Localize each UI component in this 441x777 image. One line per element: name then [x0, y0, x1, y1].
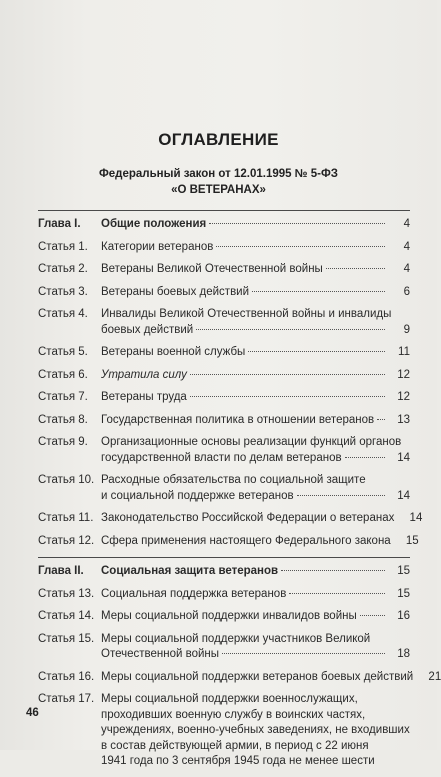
toc-page-number: 21 — [428, 670, 441, 683]
toc-entry-label: Статья 2. — [38, 263, 88, 275]
toc-entry-text: Отечественной войны — [101, 648, 220, 660]
toc-article-row[interactable] — [38, 262, 410, 278]
toc-chapter-row[interactable] — [38, 564, 410, 580]
toc-entry-text: Законодательство Российской Федерации о ветеранах — [101, 512, 395, 524]
toc-entry-label: Статья 12. — [38, 534, 95, 547]
toc-entry-label: Статья 15. — [38, 632, 95, 645]
toc-article-row[interactable] — [38, 368, 410, 384]
law-title: Федеральный закон от 12.01.1995 № 5-ФЗ — [98, 168, 339, 180]
toc-article-row[interactable] — [38, 511, 423, 527]
toc-entry-text: Социальная защита ветеранов — [101, 565, 279, 577]
toc-article-row[interactable] — [38, 240, 410, 256]
toc-entry-label: Статья 5. — [38, 346, 88, 358]
toc-page-number: 12 — [397, 391, 410, 403]
toc-page-number: 15 — [397, 587, 410, 600]
toc-entry-text: Категории ветеранов — [101, 240, 214, 253]
toc-entry-label: Статья 1. — [38, 240, 88, 253]
toc-article-row[interactable] — [38, 345, 410, 361]
dot-leader — [289, 593, 385, 594]
toc-entry-label: Статья 9. — [38, 436, 88, 448]
toc-entry-text: 1941 года по 3 сентября 1945 года не менее шести — [101, 755, 375, 767]
toc-entry-label: Статья 13. — [38, 587, 95, 600]
dot-leader — [360, 615, 385, 616]
dot-leader — [190, 396, 385, 397]
toc-page-number: 9 — [403, 323, 410, 336]
toc-entry-text: Расходные обязательства по социальной защите — [101, 474, 366, 486]
toc-entry-text: Ветераны Великой Отечественной войны — [101, 263, 323, 275]
toc-entry-text: Утратила силу — [101, 368, 187, 381]
toc-entry-label: Статья 6. — [38, 368, 88, 381]
toc-article-row[interactable] — [38, 390, 410, 406]
toc-entry-label: Статья 10. — [38, 474, 95, 486]
toc-entry-label: Статья 3. — [38, 285, 88, 298]
toc-entry-text: государственной власти по делам ветеранов — [101, 451, 342, 464]
toc-entry-text: Меры социальной поддержки инвалидов войны — [101, 610, 357, 622]
toc-article-row[interactable] — [38, 692, 410, 770]
chapter-rule — [38, 557, 410, 558]
dot-leader — [377, 419, 385, 420]
toc-article-row[interactable] — [38, 534, 419, 550]
toc-entry-label: Глава II. — [38, 565, 84, 577]
toc-article-row[interactable] — [38, 413, 410, 429]
toc-entry-label: Глава I. — [38, 218, 81, 230]
dot-leader — [216, 246, 385, 247]
toc-entry-label: Статья 17. — [38, 693, 95, 705]
toc-entry-text: Меры социальной поддержки ветеранов боевых действий — [101, 670, 414, 683]
toc-article-row[interactable] — [38, 632, 410, 663]
toc-entry-text: Социальная поддержка ветеранов — [101, 587, 287, 600]
toc-article-row[interactable] — [38, 307, 410, 338]
toc-entry-text: проходивших военную службу в воинских частях, — [101, 708, 366, 721]
toc-entry-text: Государственная политика в отношении ветеранов — [101, 413, 375, 426]
toc-entry-text: Сфера применения настоящего Федерального закона — [101, 534, 391, 547]
toc-page-number: 18 — [397, 648, 410, 660]
toc-page-number: 16 — [397, 610, 410, 622]
toc-entry-text: учреждениях, военно-учебных заведениях, не входивших — [101, 724, 410, 736]
dot-leader — [326, 268, 385, 269]
toc-article-row[interactable] — [38, 473, 410, 504]
toc-page-number: 11 — [398, 346, 410, 358]
toc-entry-label: Статья 4. — [38, 308, 88, 320]
dot-leader — [222, 653, 385, 654]
toc-entry-text: боевых действий — [101, 323, 194, 336]
toc-entry-text: Ветераны военной службы — [101, 346, 246, 358]
dot-leader — [190, 374, 385, 375]
page-number: 46 — [26, 707, 39, 719]
toc-page-number: 6 — [403, 285, 410, 298]
toc-entry-label: Статья 8. — [38, 413, 88, 426]
dot-leader — [281, 570, 385, 571]
toc-article-row[interactable] — [38, 587, 410, 603]
dot-leader — [248, 351, 385, 352]
toc-entry-label: Статья 7. — [38, 391, 88, 403]
toc-entry-text: в состав действующей армии, в период с 22 июня — [101, 739, 369, 752]
toc-article-row[interactable] — [38, 285, 410, 301]
toc-page-number: 14 — [397, 489, 410, 502]
toc-entry-text: Общие положения — [101, 218, 207, 230]
table-of-contents — [38, 210, 441, 777]
dot-leader — [196, 329, 385, 330]
toc-entry-label: Статья 14. — [38, 610, 95, 622]
law-name: «О ВЕТЕРАНАХ» — [171, 184, 266, 196]
page-title: ОГЛАВЛЕНИЕ — [158, 130, 279, 149]
toc-page-number: 14 — [409, 512, 423, 524]
toc-entry-label: Статья 11. — [38, 512, 94, 524]
toc-page-number: 14 — [397, 451, 410, 464]
dot-leader — [209, 223, 385, 224]
toc-article-row[interactable] — [38, 609, 410, 625]
dot-leader — [345, 457, 385, 458]
toc-entry-text: и социальной поддержке ветеранов — [101, 489, 294, 502]
toc-page-number: 4 — [403, 218, 410, 230]
toc-entry-text: Меры социальной поддержки участников Великой — [101, 632, 371, 645]
toc-entry-text: Меры социальной поддержки военнослужащих, — [101, 693, 358, 705]
toc-page-number: 15 — [405, 534, 419, 547]
toc-page-number: 12 — [397, 368, 410, 381]
toc-entry-label: Статья 16. — [38, 670, 95, 683]
toc-entry-text: Организационные основы реализации функций органов — [101, 436, 402, 448]
toc-entry-text: Инвалиды Великой Отечественной войны и инвалиды — [101, 308, 392, 320]
toc-article-row[interactable] — [38, 435, 410, 466]
toc-entry-text: Ветераны труда — [101, 391, 187, 403]
dot-leader — [297, 495, 385, 496]
toc-page-number: 15 — [397, 565, 410, 577]
toc-chapter-row[interactable] — [38, 217, 410, 233]
toc-page-number: 4 — [403, 240, 410, 253]
toc-entry-text: Ветераны боевых действий — [101, 285, 250, 298]
chapter-rule — [38, 210, 410, 211]
toc-page-number: 4 — [403, 263, 410, 275]
toc-page-number: 13 — [397, 413, 410, 426]
toc-article-row[interactable] — [38, 670, 441, 686]
dot-leader — [252, 291, 385, 292]
